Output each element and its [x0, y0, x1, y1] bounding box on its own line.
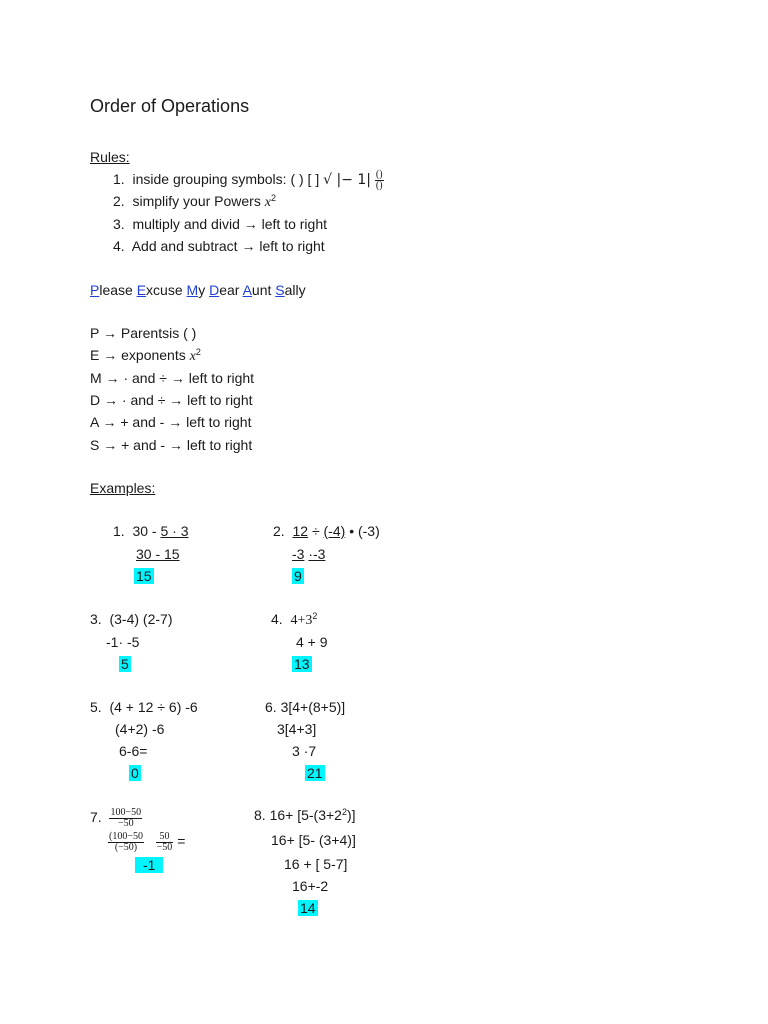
rule-item-1 — [113, 170, 384, 191]
example-8-step-1: 16+ [5- (3+4)] — [271, 832, 356, 848]
rule-item-2 — [113, 192, 276, 212]
expr: 4+3 — [290, 613, 313, 628]
fraction-numerator: 50 — [156, 832, 174, 843]
answer-highlight: 21 — [307, 765, 323, 781]
mnemonic-word: xcuse — [146, 282, 187, 298]
example-number: 2. — [273, 523, 285, 539]
fraction — [108, 832, 144, 853]
mnemonic-initial-s: S — [275, 282, 285, 298]
example-2-step — [292, 545, 325, 563]
example-8-answer — [298, 899, 318, 917]
answer-highlight: 14 — [300, 900, 316, 916]
example-4-answer — [292, 655, 312, 673]
examples-heading: Examples: — [90, 480, 156, 496]
example-5-step-2: 6-6= — [119, 743, 148, 759]
pemdas-s: S → + and - → left to right — [90, 437, 253, 453]
example-6-line — [265, 698, 345, 716]
mnemonic-word: ear — [219, 282, 243, 298]
example-1-line — [113, 522, 192, 540]
rule-number: 1. — [113, 171, 125, 188]
fraction-symbol: $\frac{()}{()}$ — [375, 169, 383, 191]
fraction — [109, 808, 142, 829]
expr: (4 + 12 ÷ 6) -6 — [109, 699, 198, 715]
example-1-answer — [134, 567, 154, 585]
rule-item-3 — [113, 215, 327, 233]
pemdas-e-text: E → exponents — [90, 347, 186, 363]
power-base: x — [264, 195, 271, 210]
fraction — [156, 832, 174, 853]
example-7-step — [108, 830, 185, 853]
mnemonic-initial-d: D — [209, 282, 220, 298]
mnemonic-word: y — [198, 282, 210, 298]
fraction-numerator: 100−50 — [110, 806, 142, 818]
example-5-step-1: (4+2) -6 — [115, 721, 165, 737]
expr-underlined: 12 — [292, 523, 309, 539]
expr: 30 - — [132, 523, 157, 539]
power-exponent: 2 — [195, 347, 201, 357]
pemdas-a: A → + and - → left to right — [90, 414, 252, 430]
expr: (3-4) (2-7) — [109, 611, 173, 627]
fraction-numerator: (100−50 — [109, 830, 143, 842]
example-number: 6. — [265, 699, 277, 715]
rule-text: multiply and divid → left to right — [132, 216, 327, 232]
power-exponent: 2 — [270, 193, 276, 203]
example-8-step-2: 16 + [ 5-7] — [284, 856, 348, 872]
example-4-step: 4 + 9 — [296, 634, 328, 650]
rule-text: Add and subtract → left to right — [131, 238, 325, 254]
example-7-answer — [135, 856, 163, 874]
example-3-step: -1· -5 — [106, 634, 140, 650]
mnemonic-initial-m: M — [186, 282, 199, 298]
example-1-step: 30 - 15 — [136, 546, 180, 562]
example-3-answer — [119, 655, 131, 673]
example-number: 3. — [90, 611, 102, 627]
example-7-line — [90, 806, 142, 829]
example-8-line — [254, 806, 356, 824]
example-number: 5. — [90, 699, 102, 715]
example-8-step-3: 16+-2 — [292, 878, 329, 894]
example-4-line — [271, 610, 317, 630]
example-6-answer — [305, 764, 325, 782]
mnemonic-line — [90, 281, 306, 299]
answer-highlight: 0 — [131, 765, 139, 781]
answer-highlight: 15 — [136, 568, 152, 584]
example-2-line — [273, 522, 380, 540]
power-base: x — [189, 349, 196, 364]
expr: 16+ [5-(3+2 — [269, 807, 342, 823]
mnemonic-initial-p: P — [90, 282, 100, 298]
mnemonic-word: ally — [284, 282, 306, 298]
mnemonic-word: lease — [99, 282, 137, 298]
expr: 3[4+(8+5)] — [280, 699, 346, 715]
example-number: 8. — [254, 807, 266, 823]
pemdas-e — [90, 346, 201, 366]
answer-highlight: 13 — [294, 656, 310, 672]
page-title: Order of Operations — [90, 96, 250, 116]
mnemonic-word: unt — [251, 282, 276, 298]
mnemonic-initial-a: A — [242, 282, 252, 298]
pemdas-m: M → · and ÷ → left to right — [90, 370, 255, 386]
example-6-step-1: 3[4+3] — [277, 721, 317, 737]
example-5-line — [90, 698, 198, 716]
example-6-step-2: 3 ·7 — [292, 743, 317, 759]
answer-highlight: -1 — [135, 857, 163, 873]
rule-number: 4. — [113, 238, 125, 254]
fraction-denominator: −50 — [117, 817, 134, 829]
example-2-answer — [292, 567, 304, 585]
expr: • (-3) — [349, 523, 380, 539]
power-exponent: 2 — [312, 611, 318, 621]
divide-symbol: ÷ — [311, 523, 320, 539]
expr: )] — [346, 807, 356, 823]
expr-underlined: -3 — [292, 546, 305, 562]
example-3-line — [90, 610, 172, 628]
rule-number: 3. — [113, 216, 125, 232]
expr-underlined: 5 · 3 — [160, 523, 189, 539]
power-exponent: 2 — [341, 807, 347, 817]
rule-text: simplify your Powers — [132, 193, 261, 209]
example-number: 4. — [271, 611, 283, 627]
expr-underlined: (-4) — [323, 523, 346, 539]
pemdas-d: D → · and ÷ → left to right — [90, 392, 253, 408]
example-number: 7. — [90, 809, 102, 825]
expr-underlined: ·-3 — [308, 546, 326, 562]
equals-sign: = — [177, 833, 186, 849]
mnemonic-initial-e: E — [136, 282, 147, 298]
rule-text: inside grouping symbols: ( ) [ ] — [132, 171, 320, 188]
answer-highlight: 9 — [294, 568, 302, 584]
rules-heading: Rules: — [90, 149, 130, 165]
pemdas-p: P → Parentsis ( ) — [90, 325, 197, 341]
example-number: 1. — [113, 523, 125, 539]
rule-item-4 — [113, 237, 325, 255]
answer-highlight: 5 — [121, 656, 129, 672]
grouping-symbols: √ |− 1| — [323, 172, 372, 189]
fraction-denominator: −50 — [156, 841, 173, 853]
example-5-answer — [129, 764, 141, 782]
rule-number: 2. — [113, 193, 125, 209]
fraction-denominator: (−50) — [114, 841, 138, 853]
